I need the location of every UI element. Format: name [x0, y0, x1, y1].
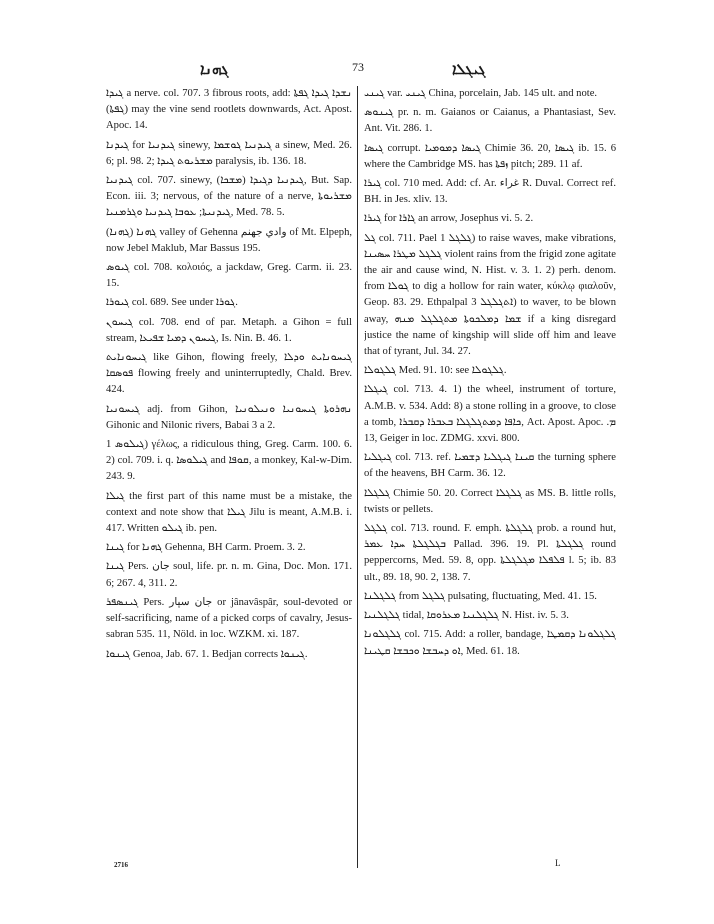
dictionary-entry: ܓܝܢܣܦܪ Pers. جان سپار or jânavâspâr, soul-devoted or self-sacrificing, name of a picked corps of cavalry, Jesus-sabran 535. 11, Nöld. in loc. WZKM. xi. 187.: [106, 596, 352, 641]
right-column: [364, 86, 616, 876]
running-head-left: ܓܗܢܐ: [200, 60, 229, 78]
dictionary-entry: ܓܝܢܐ for ܓܗܢܐ Gehenna, BH Carm. Proem. 3. 2.: [106, 542, 306, 554]
column-divider: [357, 86, 358, 868]
running-head-right: ܓܝܓܠܐ: [452, 60, 486, 78]
page-number: 73: [352, 60, 364, 74]
dictionary-entry: ܓܠ col. 711. Pael ܓܠܓܠ 1) to raise waves, make vibrations, ܓܠܓܠ ܡܛܪܐ ܚܣܝܢܐ violent rains from the frigid zone agitate the air and cause wind, N. Hist. v. 3. 1. 2) perh. denom. from ܓܘܠܐ to dig a hollow for rain water, κύκλῳ φιαλοῦν, Geop. 83. 29. Ethpalpal ܐܬܓܠܓܠ 3) to waver, to be blown away, ܫܡܐ ܕܡܠܟܘܬܐ ܡܬܓܠܓܠ ܡܢܗ if a king disregard justice the name of kingship will slide off him and leave that of tyrant, Jul. 34. 27.: [364, 232, 616, 358]
dictionary-entry: ܓܝܣܐ corrupt. ܓܝܣܐ ܕܡܘܡܝܐ Chimie 36. 20, ܓܝܣܐ ib. 15. 6 where the Cambridge MS. has ܙܦܬܐ pitch; 289. 11 af.: [364, 142, 616, 170]
dictionary-entry: ܓܝܢܝ var. ܓܝܢܝ China, porcelain, Jab. 145 ult. and note.: [364, 88, 598, 99]
dictionary-entry: ܓܝܢܐ Pers. جان soul, life. pr. n. m. Gina, Doc. Mon. 171. 6; 267. 4, 311. 2.: [106, 561, 352, 589]
dictionary-entry: ܓܠܓܘܠܐ Med. 91. 10: see ܓܠܓܘܠܐ.: [364, 365, 507, 377]
dictionary-entry: ܓܝܪܐ col. 710 med. Add: cf. Ar. غراء R. Duval. Correct ref. BH. in Jes. xliv. 13.: [364, 178, 616, 206]
left-column: [106, 86, 352, 876]
dictionary-entry: ܓܝܓܠܝܐ col. 713. ref. ܩܝܢܐ ܓܝܓܠܝܐ ܕܫܡܝܐ the turning sphere of the heavens, BH Carm. 36. 12.: [364, 452, 616, 480]
dictionary-entry: ܓܝܕܢܐ for ܓܝܕܢܝܐ sinewy, ܓܝܕܢܝܐ ܓܘܫܡܐ a sinew, Med. 26. 6; pl. 98. 2; ܡܫܪܝܘܬ ܓܝܕܐ paralysis, ib. 136. 18.: [106, 139, 352, 167]
dictionary-entry: ܓܗܢܐ (ܓܗܢܐ) valley of Gehenna وادي جهنم of Mt. Elpeph, now Jebel Maklub, Mar Bassus 195.: [106, 226, 352, 254]
sheet-mark: L: [555, 858, 561, 868]
dictionary-entry: ܓܝܚܘܢܝܐ adj. from Gihon, ܢܗܪܘܬܐ ܓܝܚܘܢܝܐ ܘܢܝܠܘܢܝܐ Gihonic and Nilonic rivers, Babai 3 a 2.: [106, 403, 352, 431]
dictionary-entry: ܓܠܓܠ col. 713. round. F. emph. ܓܠܓܠܬܐ prob. a round hut, ܒܓܠܓܠܬܐ ܚܕܐ ܥܡܪ Pallad. 396. 19. Pl. ܓܠܓܠܬܐ round peppercorns, Med. 59. 8, opp. ܦܠܦܠܐ ܡܓܠܓܠܬܐ l. 5; ib. 83 ult., 89. 18, 90. 2, 138. 7.: [364, 523, 616, 583]
dictionary-entry: ܓܝܘܣ col. 708. κολοιός, a jackdaw, Greg. Carm. ii. 23. 15.: [106, 262, 352, 290]
printer-signature: 2716: [114, 861, 128, 869]
dictionary-entry: ܓܝܘܪܐ col. 689. See under ܓܘܪܐ.: [106, 297, 238, 309]
dictionary-entry: ܓܝܢܘܐ Genoa, Jab. 67. 1. Bedjan corrects ܓܝܢܘܐ.: [106, 648, 308, 660]
dictionary-entry: ܓܝܠܐ the first part of this name must be a mistake, the context and note show that ܓܝܠܐ Jilu is meant, A.M.B. i. 417. Written ܓܝܠܘ ib. pen.: [106, 490, 352, 535]
dictionary-entry: ܓܠܓܠܢܐ from ܓܠܓܠ pulsating, fluctuating, Med. 41. 15.: [364, 590, 597, 602]
dictionary-entry: ܓܠܓܠܢܝܐ tidal, ܓܠܓܠܢܝܐ ܡܥܪܘܩܐ N. Hist. iv. 5. 3.: [364, 610, 569, 622]
dictionary-entry: ܓܝܪܐ for ܓܐܪܐ an arrow, Josephus vi. 5. 2.: [364, 213, 534, 225]
dictionary-entry: ܓܝܕܐ a nerve. col. 707. 3 fibrous roots, add: ܢܫܕܐ ܓܝܕܐ ܓܦܬܐ (ܓܦܬܐ) may the vine send rootlets downwards, Act. Apost. Apoc. 14.: [106, 88, 352, 132]
dictionary-entry: ܓܠܓܠܘܢܐ col. 715. Add: a roller, bandage, ܓܠܓܠܘܢܐ ܕܩܡܛܐ ܐܘ ܕܚܒܫܐ ܘܟܒܫܐ ܩܛܝܢܐ, Med. 61. 18.: [364, 629, 616, 657]
dictionary-entry: ܓܝܓܠܐ col. 713. 4. 1) the wheel, instrument of torture, A.M.B. v. 534. Add: 8) a stone rolling in a groove, to close a tomb, ܟܐܦܐ ܕܡܬܓܠܓܠܐ ܒܥܒܪܐ ܕܩܒܪܐ, Act. Apost. Apoc. ܡ. 13, Geiger in loc. ZDMG. xxvi. 800.: [364, 384, 616, 445]
dictionary-entry: ܓܝܚܘܢܐܝܬ like Gihon, flowing freely, ܓܝܚܘܢܐܝܬ ܘܕܠܐ ܦܘܣܩܐ flowing freely and uninterruptedly, Chald. Brev. 424.: [106, 352, 352, 396]
dictionary-entry: ܓܝܚܘܢ col. 708. end of par. Metaph. a Gihon = full stream, ܓܝܚܘܢ ܕܡܝܐ ܫܦܝܥܐ, Is. Nin. B. 46. 1.: [106, 316, 352, 344]
dictionary-entry: ܓܝܢܘܣ pr. n. m. Gaianos or Caianus, a Phantasiast, Sev. Ant. Vit. 286. 1.: [364, 107, 616, 135]
dictionary-entry: ܓܝܠܘܣ 1) γέλως, a ridiculous thing, Greg. Carm. 100. 6. 2) col. 709. i. q. ܓܝܠܘܣܐ and ܩܘܦܐ, a monkey, Kal-w-Dim. 243. 9.: [106, 439, 352, 483]
dictionary-entry: ܓܝܕܢܝܐ col. 707. sinewy, ܓܝܕܢܝܐ ܕܓܝܕܐ (ܡܫܟܐ), But. Sap. Econ. iii. 3; nervous, of the nature of a nerve, ܡܫܪܝܘܬܐ ܓܝܕܢܝܬܐ; ܥܘܒܐ ܓܝܕܢܝܐ ܘܓܪܡܢܝܐ, Med. 78. 5.: [106, 175, 352, 219]
dictionary-entry: ܓܠܓܠܐ Chimie 50. 20. Correct ܓܠܓܠܐ as MS. B. little rolls, twists or pellets.: [364, 487, 616, 515]
